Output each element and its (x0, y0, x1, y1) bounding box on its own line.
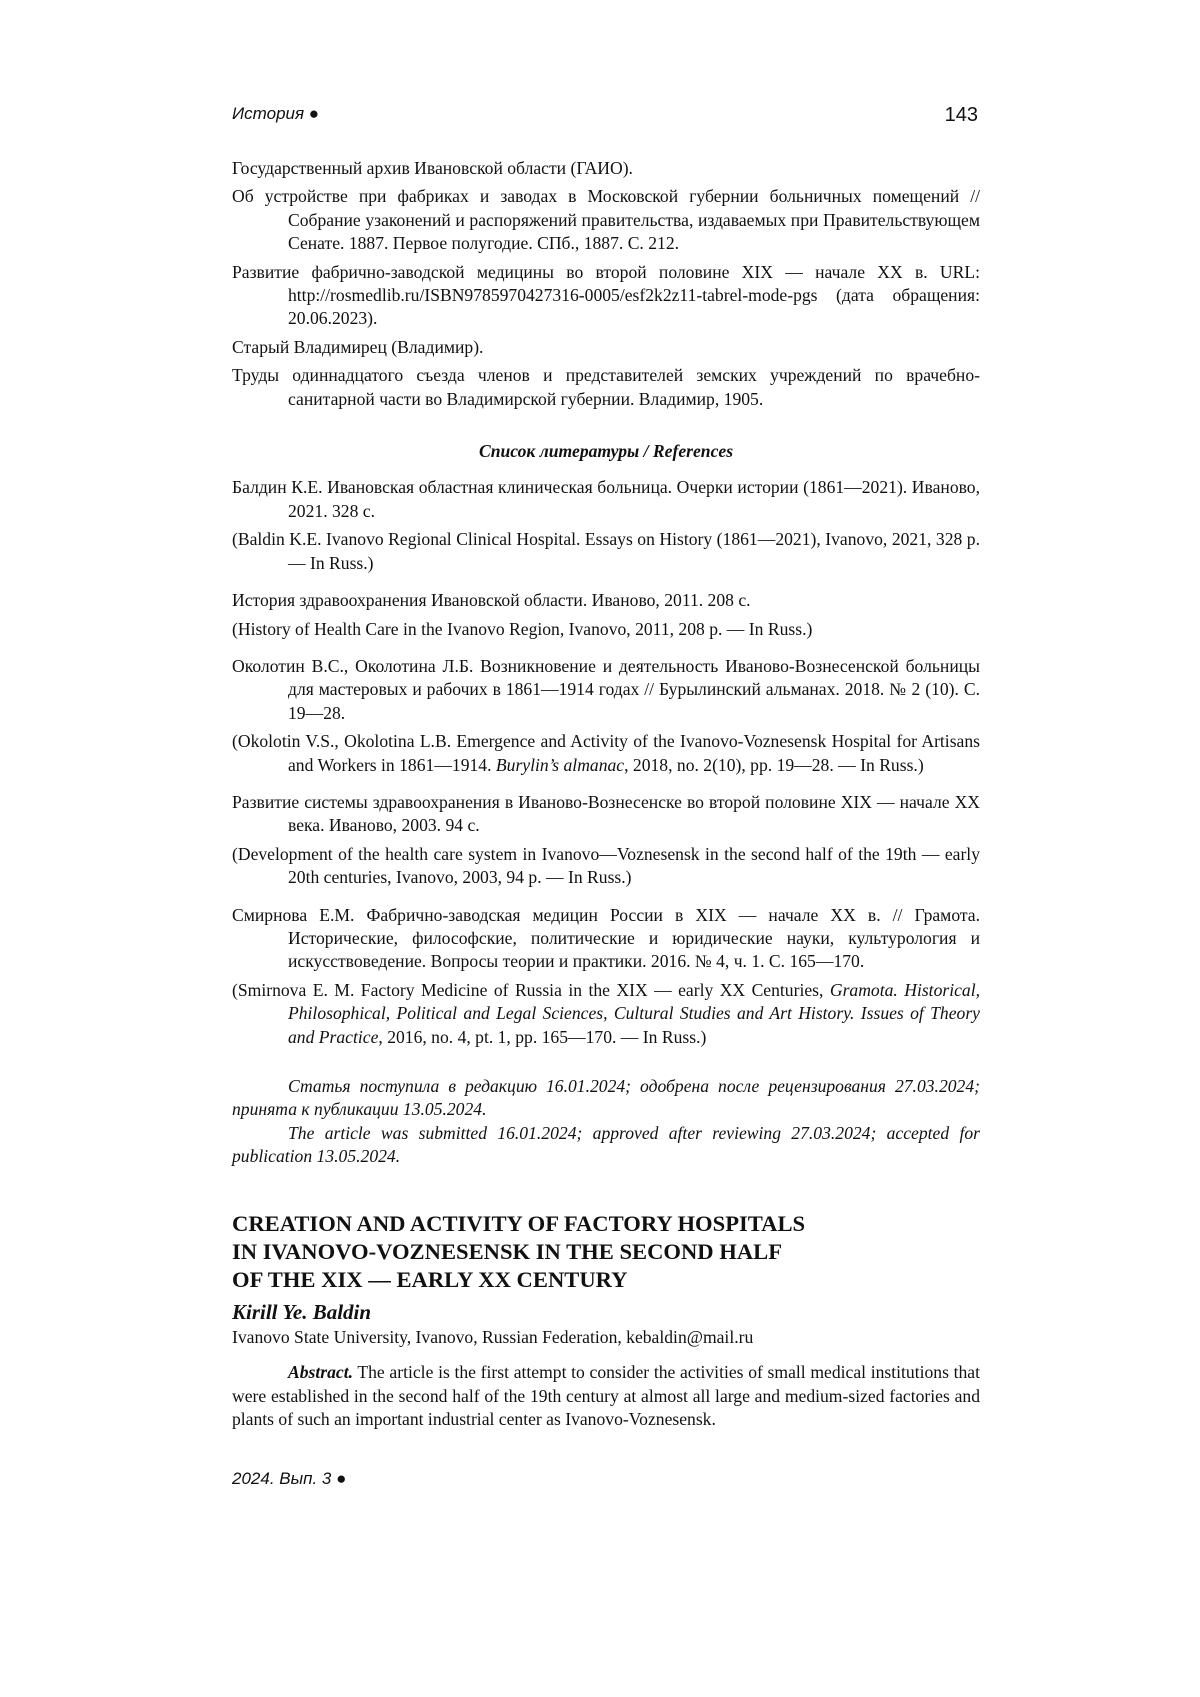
reference-entry: Балдин К.Е. Ивановская областная клиническая больница. Очерки истории (1861—2021). Иваново, 2021. 328 с. (232, 476, 980, 523)
abstract (232, 1361, 980, 1431)
sources-list (232, 157, 980, 411)
references-list (232, 476, 980, 1049)
reference-entry: Околотин В.С., Околотина Л.Б. Возникновение и деятельность Иваново-Вознесенской больницы для мастеровых и рабочих в 1861—1914 годах // Бурылинский альманах. 2018. № 2 (10). С. 19—28. (232, 655, 980, 725)
article-title-line: IN IVANOVO-VOZNESENSK IN THE SECOND HALF (232, 1238, 980, 1266)
source-entry: Труды одиннадцатого съезда членов и представителей земских учреждений по врачебно-санитарной части во Владимирской губернии. Владимир, 1905. (232, 364, 980, 411)
source-entry: Об устройстве при фабриках и заводах в Московской губернии больничных помещений // Собрание узаконений и распоряжений правительства, издаваемых при Правительствующем Сенате. 1887. Первое полугодие. СПб., 1887. С. 212. (232, 185, 980, 255)
page (0, 0, 1200, 1697)
running-head: История ● (232, 104, 319, 124)
reference-text: , 2018, no. 2(10), pp. 19—28. — In Russ.) (624, 755, 924, 775)
journal-title: Burylin’s almanac (496, 755, 624, 775)
source-entry: Старый Владимирец (Владимир). (232, 336, 980, 359)
reference-entry (232, 979, 980, 1049)
page-number: 143 (945, 104, 978, 127)
running-foot: 2024. Вып. 3 ● (232, 1469, 346, 1489)
source-entry: Государственный архив Ивановской области (ГАИО). (232, 157, 980, 180)
abstract-text: The article is the first attempt to consider the activities of small medical institutions that were established in the second half of the 19th century at almost all large and medium-sized factories and plants of such an important industrial center as Ivanovo-Voznesensk. (232, 1362, 980, 1429)
reference-entry: История здравоохранения Ивановской области. Иваново, 2011. 208 с. (232, 589, 980, 612)
reference-entry: (History of Health Care in the Ivanovo Region, Ivanovo, 2011, 208 p. — In Russ.) (232, 618, 980, 641)
journal-title: Gramota. Historical, Philosophical, Political and Legal Sciences, Cultural Studies and Art History. Issues of Theory and Practice (288, 980, 980, 1047)
article-title-line: CREATION AND ACTIVITY OF FACTORY HOSPITALS (232, 1210, 980, 1238)
submission-note-en: The article was submitted 16.01.2024; approved after reviewing 27.03.2024; accepted for publication 13.05.2024. (232, 1122, 980, 1169)
reference-entry (232, 730, 980, 777)
article-title (232, 1210, 980, 1294)
reference-text: (Okolotin V.S., Okolotina L.B. Emergence and Activity of the Ivanovo-Voznesensk Hospital for Artisans and Workers in 1861—1914. (232, 731, 980, 774)
source-entry: Развитие фабрично-заводской медицины во второй половине XIX — начале XX в. URL: http://rosmedlib.ru/ISBN9785970427316-0005/esf2k2z11-tabrel-mode-pgs (дата обращения: 20.06.2023). (232, 261, 980, 331)
author-name: Kirill Ye. Baldin (232, 1301, 980, 1324)
reference-entry: (Baldin K.E. Ivanovo Regional Clinical Hospital. Essays on History (1861—2021), Ivanovo, 2021, 328 p. — In Russ.) (232, 528, 980, 575)
reference-text: (Smirnova E. M. Factory Medicine of Russia in the XIX — early XX Centuries, (232, 980, 823, 1000)
reference-entry: Смирнова Е.М. Фабрично-заводская медицин России в XIX — начале XX в. // Грамота. Исторические, философские, политические и юридические науки, культурология и искусствоведение. Вопросы теории и практики. 2016. № 4, ч. 1. С. 165—170. (232, 904, 980, 974)
reference-text: , 2016, no. 4, pt. 1, pp. 165—170. — In Russ.) (378, 1027, 706, 1047)
reference-entry: (Development of the health care system in Ivanovo—Voznesensk in the second half of the 19th — early 20th centuries, Ivanovo, 2003, 94 p. — In Russ.) (232, 843, 980, 890)
reference-entry: Развитие системы здравоохранения в Иваново-Вознесенске во второй половине XIX — начале XX века. Иваново, 2003. 94 с. (232, 791, 980, 838)
page-body (232, 157, 980, 1432)
article-title-line: OF THE XIX — EARLY XX CENTURY (232, 1266, 980, 1294)
references-heading: Список литературы / References (232, 440, 980, 463)
abstract-label: Abstract. (288, 1362, 353, 1382)
submission-note-ru: Статья поступила в редакцию 16.01.2024; одобрена после рецензирования 27.03.2024; принята к публикации 13.05.2024. (232, 1075, 980, 1122)
author-affiliation: Ivanovo State University, Ivanovo, Russian Federation, kebaldin@mail.ru (232, 1326, 980, 1349)
